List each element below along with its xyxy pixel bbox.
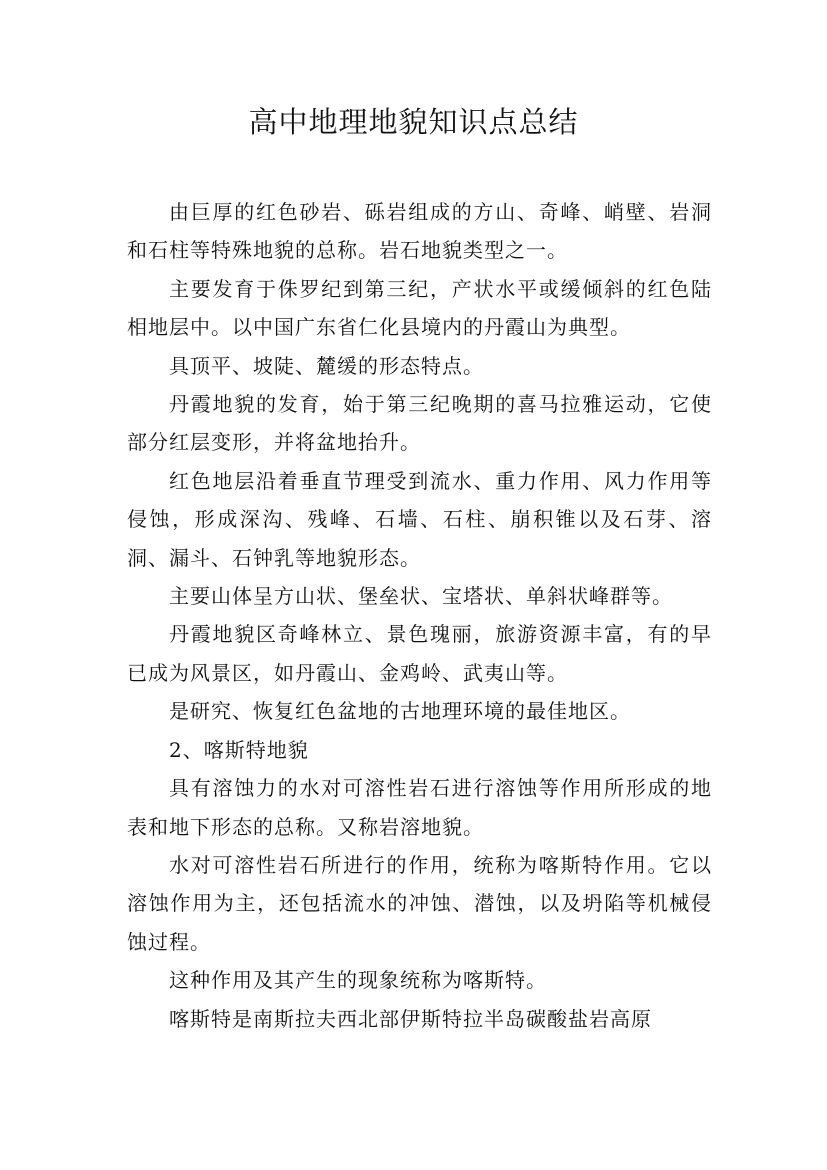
paragraph-karst-term: 这种作用及其产生的现象统称为喀斯特。 [169,968,547,993]
paragraph-karst-definition: 具有溶蚀力的水对可溶性岩石进行溶蚀等作用所形成的地表和地下形态的总称。又称岩溶地貌。 [127,776,712,839]
document-body [127,193,712,1038]
paragraph-danxia-features: 具顶平、坡陡、麓缓的形态特点。 [169,353,484,378]
section-heading-karst: 2、喀斯特地貌 [169,737,309,762]
paragraph-danxia-definition: 由巨厚的红色砂岩、砾岩组成的方山、奇峰、峭壁、岩洞和石柱等特殊地貌的总称。岩石地貌类型之一。 [127,200,712,263]
paragraph-danxia-erosion: 红色地层沿着垂直节理受到流水、重力作用、风力作用等侵蚀，形成深沟、残峰、石墙、石柱、崩积锥以及石芽、溶洞、漏斗、石钟乳等地貌形态。 [127,468,712,570]
document-title: 高中地理地貌知识点总结 [248,105,579,139]
paragraph-danxia-origin: 丹霞地貌的发育，始于第三纪晚期的喜马拉雅运动，它使部分红层变形，并将盆地抬升。 [127,392,712,455]
paragraph-danxia-research: 是研究、恢复红色盆地的古地理环境的最佳地区。 [169,699,631,724]
paragraph-danxia-development-period: 主要发育于侏罗纪到第三纪，产状水平或缓倾斜的红色陆相地层中。以中国广东省仁化县境内的丹霞山为典型。 [127,276,712,340]
paragraph-danxia-mountain-shapes: 主要山体呈方山状、堡垒状、宝塔状、单斜状峰群等。 [169,584,673,609]
paragraph-danxia-tourism: 丹霞地貌区奇峰林立、景色瑰丽，旅游资源丰富，有的早已成为风景区，如丹霞山、金鸡岭、武夷山等。 [127,622,712,685]
paragraph-karst-origin-name: 喀斯特是南斯拉夫西北部伊斯特拉半岛碳酸盐岩高原 [169,1006,652,1031]
paragraph-karst-process: 水对可溶性岩石所进行的作用，统称为喀斯特作用。它以溶蚀作用为主，还包括流水的冲蚀、潜蚀，以及坍陷等机械侵蚀过程。 [127,852,712,954]
